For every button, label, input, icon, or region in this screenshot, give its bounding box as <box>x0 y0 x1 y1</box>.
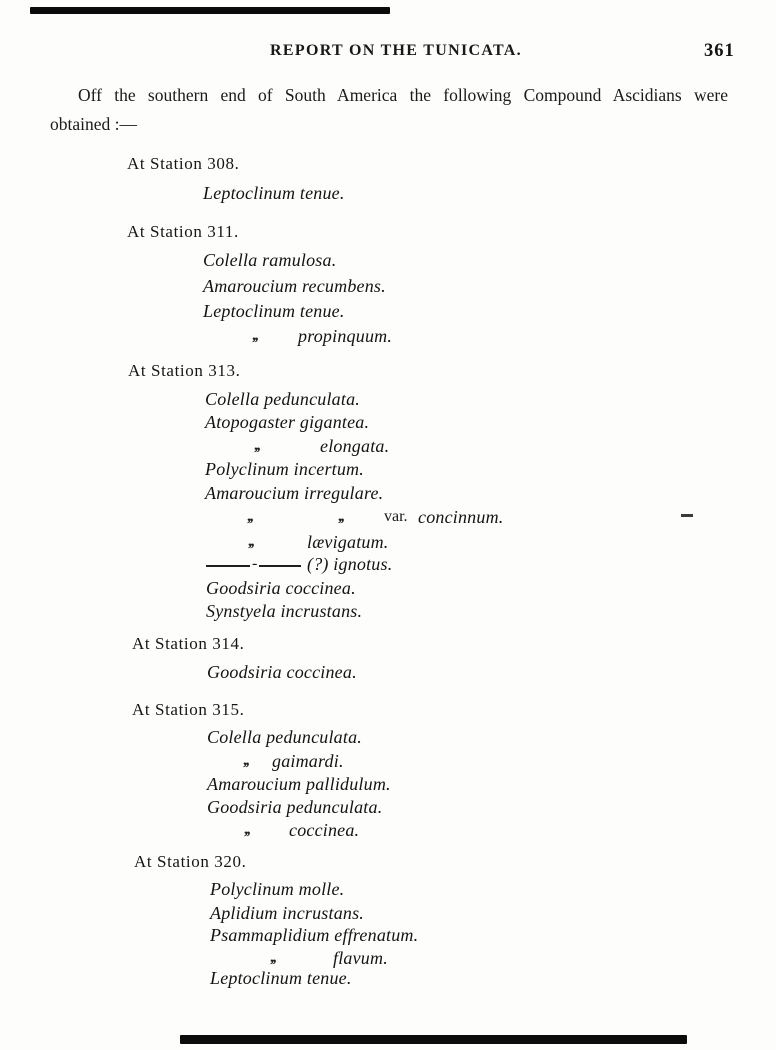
species-line <box>0 250 776 276</box>
station-heading: At Station 313. <box>128 361 241 380</box>
species-name: elongata. <box>320 436 390 456</box>
scan-artifact-top-bar <box>30 7 390 14</box>
species-name: lævigatum. <box>307 532 389 552</box>
ditto-mark: ,, <box>254 437 259 454</box>
species-line <box>0 601 776 627</box>
species-line <box>0 483 776 509</box>
ditto-mark: ,, <box>247 508 252 525</box>
species-name: Aplidium incrustans. <box>210 903 365 923</box>
species-name: Goodsiria pedunculata. <box>207 797 383 817</box>
species-name: concinnum. <box>418 507 504 527</box>
ditto-mark: ,, <box>270 949 275 966</box>
dash-rule <box>206 565 250 567</box>
species-name: Synstyela incrustans. <box>206 601 363 621</box>
roman-text: - <box>252 555 258 572</box>
species-name: Polyclinum incertum. <box>205 459 364 479</box>
station-heading: At Station 314. <box>132 634 245 653</box>
species-name: propinquum. <box>298 326 393 346</box>
species-line <box>0 662 776 688</box>
species-name: Goodsiria coccinea. <box>206 578 356 598</box>
species-name: coccinea. <box>289 820 360 840</box>
species-line <box>0 879 776 905</box>
species-name: Colella pedunculata. <box>205 389 360 409</box>
intro-paragraph-line1: Off the southern end of South America the following Compound Ascidians were <box>78 85 728 105</box>
species-line <box>0 412 776 438</box>
species-line <box>0 727 776 753</box>
ditto-mark: ,, <box>248 533 253 550</box>
species-line <box>0 183 776 209</box>
species-name: Amaroucium recumbens. <box>203 276 386 296</box>
species-line <box>0 820 776 846</box>
intro-paragraph-line2: obtained :— <box>50 114 137 134</box>
station-heading: At Station 315. <box>132 700 245 719</box>
scan-artifact-stray-dash <box>681 514 693 517</box>
species-name: Amaroucium irregulare. <box>205 483 384 503</box>
species-name: Leptoclinum tenue. <box>203 183 345 203</box>
species-line <box>0 276 776 302</box>
species-line <box>0 554 776 580</box>
species-line <box>0 507 776 533</box>
species-line <box>0 968 776 994</box>
ditto-mark: ,, <box>252 327 257 344</box>
species-name: Leptoclinum tenue. <box>203 301 345 321</box>
species-name: Amaroucium pallidulum. <box>207 774 391 794</box>
scan-artifact-bottom-bar <box>180 1035 687 1044</box>
species-name: gaimardi. <box>272 751 344 771</box>
species-name: Atopogaster gigantea. <box>205 412 370 432</box>
page-header <box>0 42 776 64</box>
species-name: Goodsiria coccinea. <box>207 662 357 682</box>
species-name: Colella pedunculata. <box>207 727 362 747</box>
dash-rule <box>259 565 301 567</box>
species-name: Colella ramulosa. <box>203 250 337 270</box>
station-heading: At Station 308. <box>127 154 240 173</box>
species-name: flavum. <box>333 948 388 968</box>
species-line <box>0 459 776 485</box>
roman-text: var. <box>384 508 408 525</box>
species-line <box>0 326 776 352</box>
station-heading: At Station 311. <box>127 222 239 241</box>
species-line <box>0 301 776 327</box>
ditto-mark: ,, <box>338 508 343 525</box>
species-name: Psammaplidium effrenatum. <box>210 925 419 945</box>
page-number: 361 <box>704 41 735 61</box>
species-name: Leptoclinum tenue. <box>210 968 352 988</box>
ditto-mark: ,, <box>244 821 249 838</box>
species-name: (?) ignotus. <box>307 554 393 574</box>
station-heading: At Station 320. <box>134 852 247 871</box>
running-header-title: REPORT ON THE TUNICATA. <box>270 42 522 59</box>
species-name: Polyclinum molle. <box>210 879 345 899</box>
ditto-mark: ,, <box>243 752 248 769</box>
